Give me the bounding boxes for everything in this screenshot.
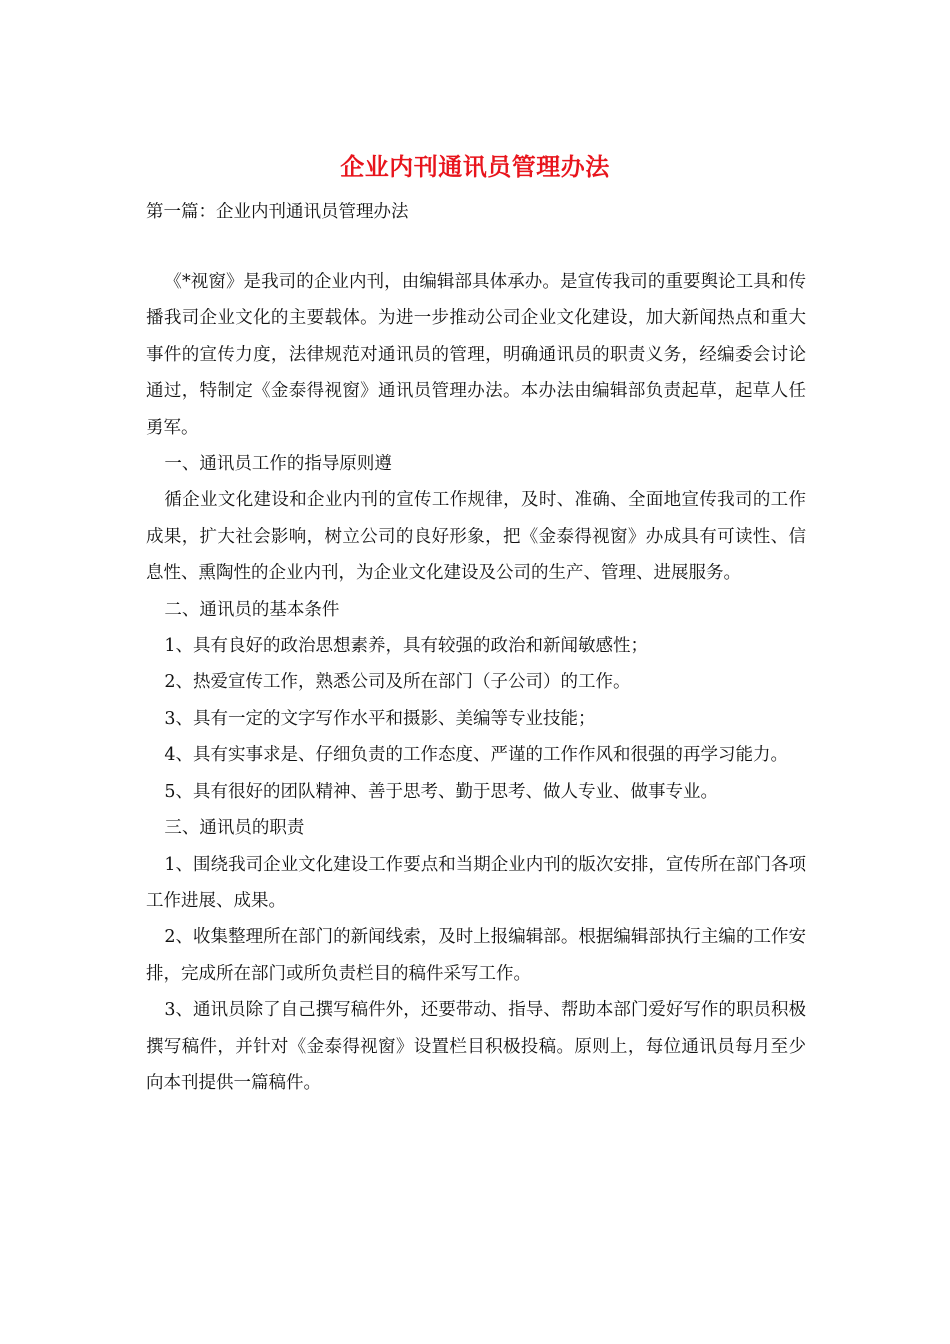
list-item: 2、收集整理所在部门的新闻线索，及时上报编辑部。根据编辑部执行主编的工作安排，完成所在部门或所负责栏目的稿件采写工作。 [146, 927, 806, 984]
intro-paragraph: 《*视窗》是我司的企业内刊，由编辑部具体承办。是宣传我司的重要舆论工具和传播我司企业文化的主要载体。为进一步推动公司企业文化建设，加大新闻热点和重大事件的宣传力度，法律规范对通讯员的管理，明确通讯员的职责义务，经编委会讨论通过，特制定《金泰得视窗》通讯员管理办法。本办法由编辑部负责起草，起草人任勇军。 [146, 272, 806, 438]
document-title: 企业内刊通讯员管理办法 [340, 152, 610, 181]
document-subtitle: 第一篇：企业内刊通讯员管理办法 [146, 202, 409, 222]
list-item: 3、具有一定的文字写作水平和摄影、美编等专业技能； [164, 708, 596, 729]
body-paragraph: 循企业文化建设和企业内刊的宣传工作规律，及时、准确、全面地宣传我司的工作成果，扩大社会影响，树立公司的良好形象，把《金泰得视窗》办成具有可读性、信息性、熏陶性的企业内刊，为企业文化建设及公司的生产、管理、进展服务。 [146, 490, 806, 584]
section-heading-3: 三、通讯员的职责 [164, 818, 305, 839]
list-item: 2、热爱宣传工作，熟悉公司及所在部门（子公司）的工作。 [164, 672, 631, 693]
list-item: 1、具有良好的政治思想素养，具有较强的政治和新闻敏感性； [164, 636, 649, 657]
list-item: 3、通讯员除了自己撰写稿件外，还要带动、指导、帮助本部门爱好写作的职员积极撰写稿件，并针对《金泰得视窗》设置栏目积极投稿。原则上，每位通讯员每月至少向本刊提供一篇稿件。 [146, 1000, 806, 1093]
list-item: 5、具有很好的团队精神、善于思考、勤于思考、做人专业、做事专业。 [164, 781, 719, 802]
list-item: 4、具有实事求是、仔细负责的工作态度、严谨的工作作风和很强的再学习能力。 [164, 745, 789, 766]
section-heading-2: 二、通讯员的基本条件 [164, 599, 340, 620]
document-body [146, 264, 806, 1101]
list-item: 1、围绕我司企业文化建设工作要点和当期企业内刊的版次安排，宣传所在部门各项工作进展、成果。 [146, 854, 806, 911]
section-heading-1: 一、通讯员工作的指导原则遵 [164, 454, 392, 475]
